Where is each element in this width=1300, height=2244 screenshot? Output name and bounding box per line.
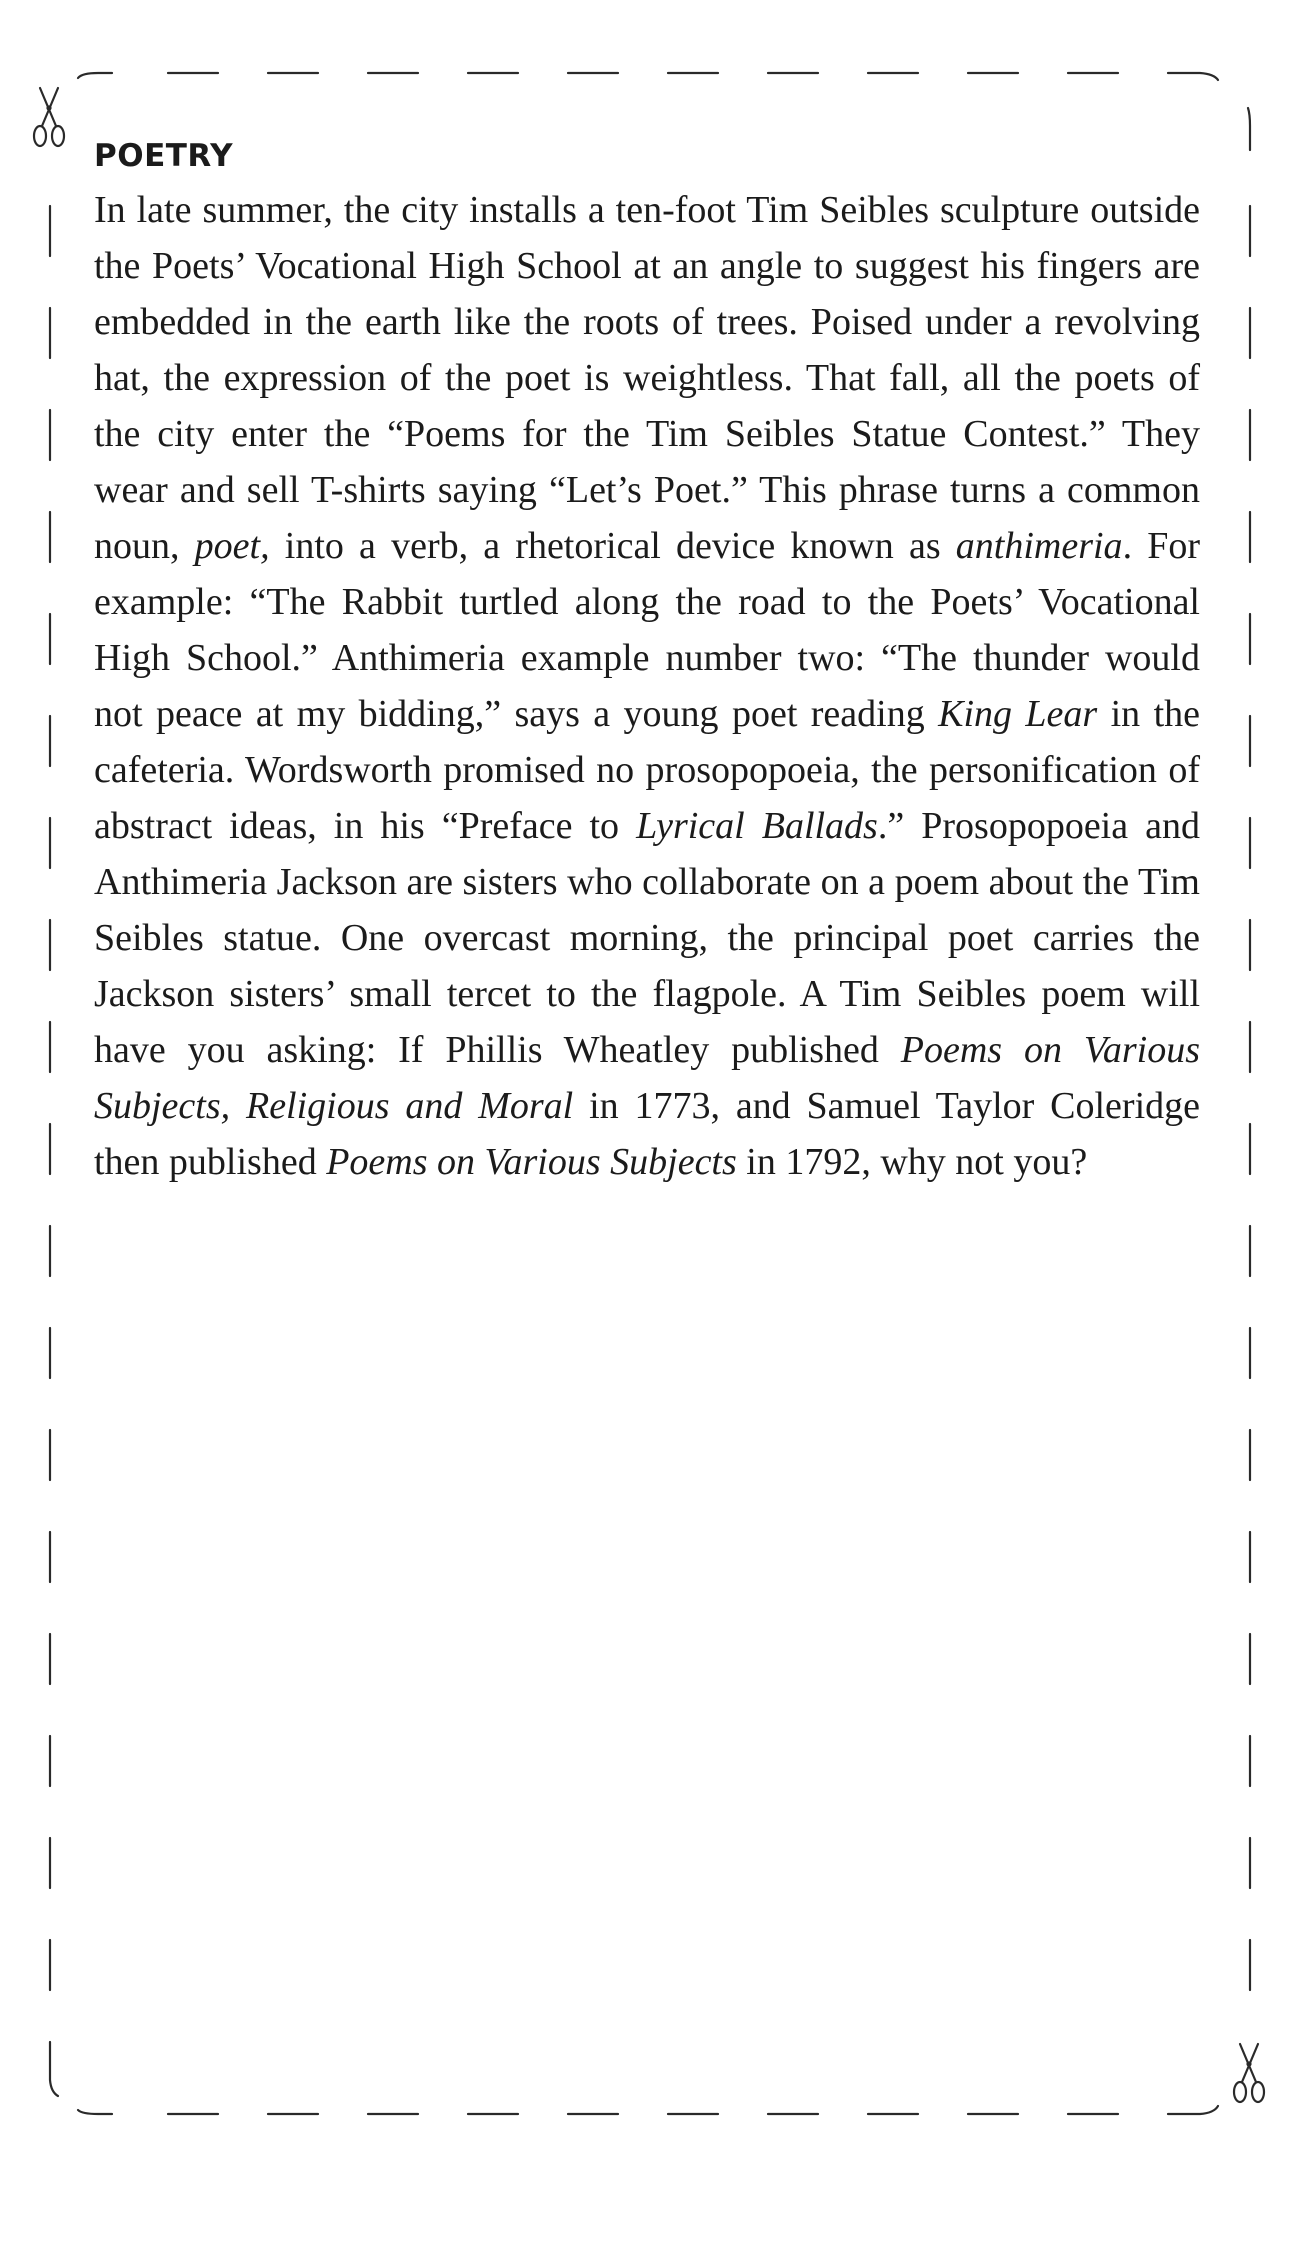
italic-text: King Lear — [938, 693, 1098, 735]
section-label: POETRY — [94, 138, 234, 174]
paragraph-text: in 1792, why not you? — [736, 1141, 1088, 1183]
paragraph-text: .” Prosopopoeia and Anthimeria Jackson are sisters who collaborate on a poem about the Tim Seibles statue. One overcast morning, the principal poet carries the Jackson sisters’ small tercet to the flagpole. A Tim Seibles poem will have you asking: If Phillis Wheatley published — [94, 805, 1200, 1071]
italic-text: Poems on Various Subjects, Religious and Moral — [94, 1029, 1200, 1127]
scissors-icon — [30, 86, 68, 150]
italic-text: Poems on Various Subjects — [326, 1141, 737, 1183]
card-content — [94, 136, 1200, 1190]
paragraph-text: in 1773, and Samuel Taylor Coleridge then published — [94, 1085, 1200, 1183]
paragraph-text: in the cafeteria. Wordsworth promised no prosopopoeia, the personification of abstract ideas, in his “Preface to — [94, 693, 1200, 847]
italic-text: poet, — [194, 525, 270, 567]
paragraph-text: . For example: “The Rabbit turtled along the road to the Poets’ Vocational High School.” Anthimeria example number two: “The thunder would not peace at my bidding,” says a young poet reading — [94, 525, 1201, 735]
body-paragraph — [94, 182, 1200, 1190]
italic-text: anthimeria — [955, 525, 1123, 567]
scissors-icon — [1230, 2042, 1268, 2106]
italic-text: Lyrical Ballads — [636, 805, 878, 847]
paragraph-text: In late summer, the city installs a ten-foot Tim Seibles sculpture outside the Poets’ Vocational High School at an angle to suggest his fingers are embedded in the earth like the roots of trees. Poised under a revolving hat, the expression of the poet is weightless. That fall, all the poets of the city enter the “Poems for the Tim Seibles Statue Contest.” They wear and sell T-shirts saying “Let’s Poet.” This phrase turns a common noun, — [94, 189, 1200, 567]
paragraph-text: into a verb, a rhetorical device known as — [269, 525, 956, 567]
